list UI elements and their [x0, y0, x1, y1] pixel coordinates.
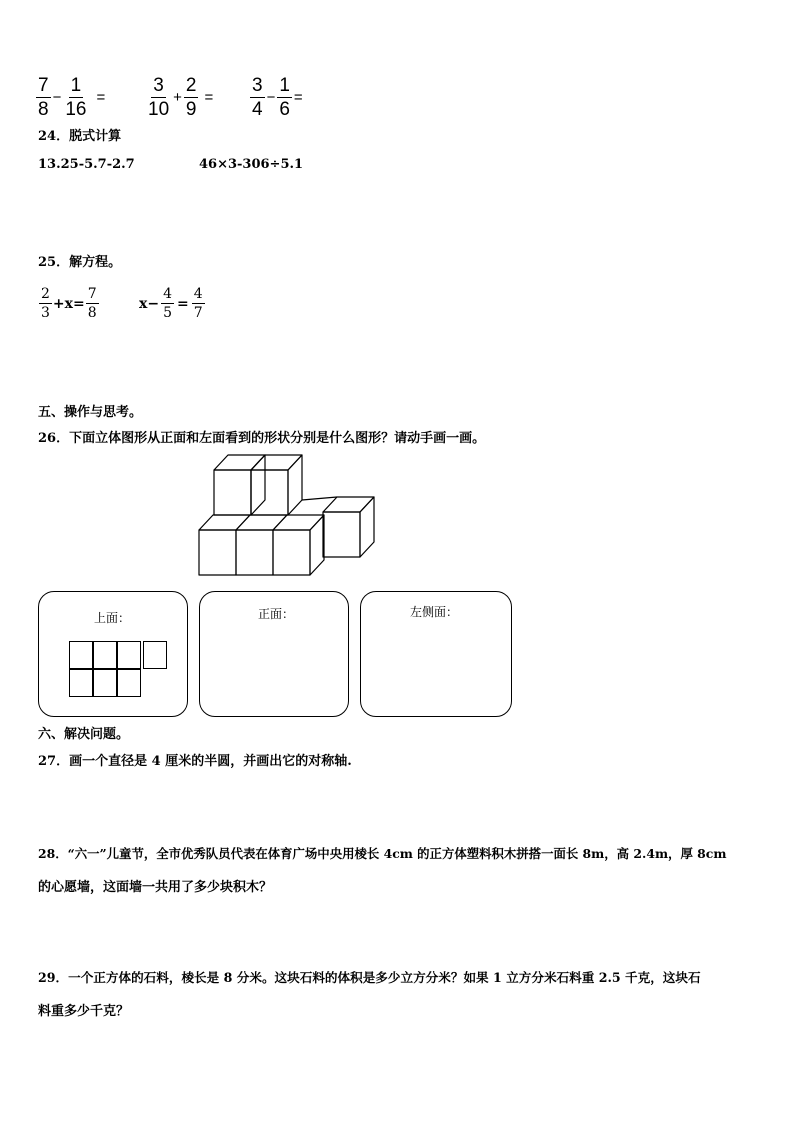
- grid-cell: [69, 669, 93, 697]
- fraction: $\frac{2}{3}$: [41, 286, 50, 321]
- equation-1: $\frac{2}{3}$ +x= $\frac{7}{8}$: [41, 286, 97, 321]
- top-view-label: 上面：: [94, 611, 131, 625]
- q24-expression-1: 13.25-5.7-2.7: [38, 157, 135, 172]
- question-29-line-1: 29．一个正方体的石料，棱长是 8 分米。这块石料的体积是多少立方分米？如果 1 立方分米石料重 2.5 千克，这块石: [38, 970, 701, 985]
- top-view-box: [38, 591, 188, 717]
- fraction-expression-2: $\frac{3}{10}$ + $\frac{2}{9}$ =: [148, 75, 214, 120]
- fraction-expression-1: $\frac{7}{8}$ − $\frac{1}{16}$ =: [38, 75, 106, 120]
- question-26-title: 26．下面立体图形从正面和左面看到的形状分别是什么图形？请动手画一画。: [38, 431, 486, 446]
- question-25-title: 25．解方程。: [38, 255, 122, 270]
- fraction-expression-3: $\frac{3}{4}$ − $\frac{1}{6}$ =: [252, 75, 303, 120]
- fraction: $\frac{3}{4}$: [252, 75, 263, 120]
- fraction: $\frac{3}{10}$: [148, 75, 170, 120]
- cube-stack-figure: [190, 448, 385, 580]
- fraction: $\frac{4}{7}$: [193, 286, 203, 321]
- question-24-title: 24．脱式计算: [38, 129, 122, 144]
- q24-expression-2: 46×3-306÷5.1: [199, 157, 304, 172]
- front-view-label: 正面：: [258, 607, 295, 621]
- cube-bottom-3: [273, 515, 324, 575]
- question-27: 27．画一个直径是 4 厘米的半圆，并画出它的对称轴.: [38, 754, 352, 769]
- equation-2: x− $\frac{4}{5}$ = $\frac{4}{7}$: [139, 286, 203, 321]
- grid-cell: [117, 669, 141, 697]
- fraction: $\frac{1}{6}$: [279, 75, 290, 120]
- fraction: $\frac{2}{9}$: [185, 75, 197, 120]
- grid-cell: [69, 641, 93, 669]
- grid-cell: [143, 641, 167, 669]
- grid-cell: [117, 641, 141, 669]
- section-5-heading: 五、操作与思考。: [38, 405, 143, 420]
- section-6-heading: 六、解决问题。: [38, 727, 130, 742]
- cube-back-right: [323, 497, 374, 557]
- front-view-box[interactable]: [199, 591, 349, 717]
- question-29-line-2: 料重多少千克？: [38, 1004, 130, 1019]
- left-view-label: 左侧面：: [410, 605, 459, 619]
- question-28-line-2: 的心愿墙，这面墙一共用了多少块积木？: [38, 880, 273, 895]
- fraction: $\frac{1}{16}$: [65, 75, 87, 120]
- grid-cell: [93, 641, 117, 669]
- fraction: $\frac{7}{8}$: [87, 286, 97, 321]
- fraction: $\frac{4}{5}$: [163, 286, 172, 321]
- question-28-line-1: 28．“六一”儿童节，全市优秀队员代表在体育广场中央用棱长 4cm 的正方体塑料积木拼搭一面长 8m，高 2.4m，厚 8cm: [38, 846, 727, 861]
- fraction: $\frac{7}{8}$: [38, 75, 49, 120]
- left-view-box[interactable]: [360, 591, 512, 717]
- grid-cell: [93, 669, 117, 697]
